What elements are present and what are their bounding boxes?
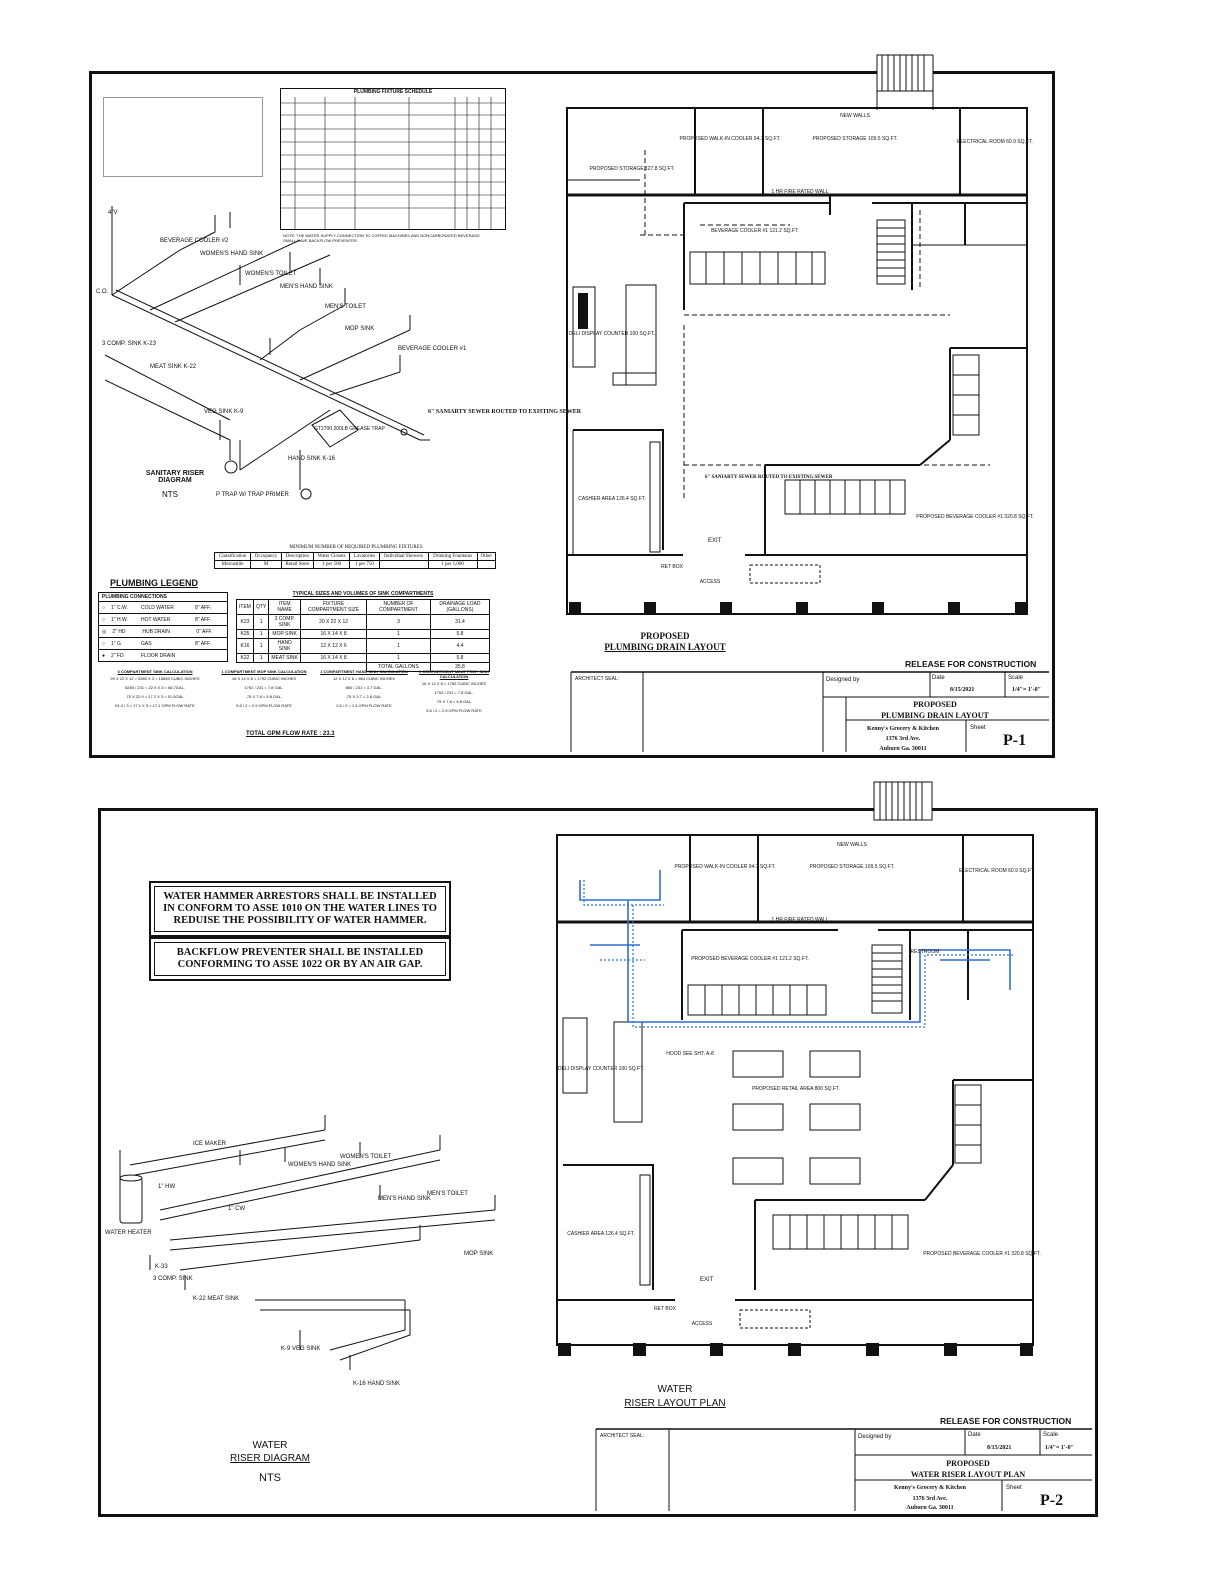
p2-date: 8/15/2021 bbox=[987, 1445, 1012, 1451]
legend-gas-aff: 8" AFF. bbox=[195, 640, 211, 647]
legend-cw-aff: 8" AFF. bbox=[195, 604, 211, 611]
p1-ret-box: RET BOX bbox=[661, 564, 683, 570]
wr-hw: 1" HW bbox=[158, 1184, 176, 1190]
st-r3c1: 1 bbox=[253, 654, 268, 663]
legend-hd-aff: 0" AFF. bbox=[196, 628, 213, 635]
st-r0c0: K23 bbox=[237, 615, 254, 630]
p2-tb-title2: WATER RISER LAYOUT PLAN bbox=[910, 1470, 1026, 1479]
wr-scale: NTS bbox=[259, 1472, 281, 1484]
p2-addr2: Auburn Ga. 30011 bbox=[906, 1505, 954, 1511]
p2-hood: HOOD SEE SHT. A-8 bbox=[666, 1051, 714, 1057]
st-r3c0: K22 bbox=[237, 654, 254, 663]
mf-h1: Occupancy bbox=[251, 553, 282, 561]
lbl-mens-hand-sink: MEN'S HAND SINK bbox=[280, 284, 333, 290]
mf-r6: 1 per 1,000 bbox=[428, 561, 477, 569]
legend-hw-aff: 8" AFF. bbox=[195, 616, 211, 623]
wr-cw: 1" CW bbox=[228, 1206, 246, 1212]
st-h0: ITEM bbox=[237, 600, 254, 615]
p1-deli: DELI DISPLAY COUNTER 100 SQ.FT. bbox=[569, 331, 655, 337]
legend-gas-sym-icon: ○ bbox=[102, 640, 106, 647]
calc-mop-l0: 16 X 14 X 8 = 1792 CUBIC INCHES bbox=[231, 676, 297, 681]
calc-hand-title: 1 COMPARTMENT HAND SINK CALCULATION bbox=[320, 669, 408, 674]
mf-r4: 1 per 750 bbox=[350, 561, 379, 569]
lbl-vtr: 4"V bbox=[108, 210, 118, 216]
p2-access: ACCESS bbox=[691, 1321, 713, 1327]
note-backflow-text: BACKFLOW PREVENTER SHALL BE INSTALLED CONFORMING TO ASSE 1022 OR BY AN AIR GAP. bbox=[154, 942, 446, 976]
p1-new-walls: NEW WALLS bbox=[840, 113, 870, 119]
st-r1c2: MOP SINK bbox=[269, 630, 301, 639]
p1-arch-seal: ARCHITECT SEAL: bbox=[575, 676, 620, 682]
p1-sheet-label: Sheet bbox=[970, 725, 986, 731]
st-r0c1: 1 bbox=[253, 615, 268, 630]
calc-mop-l2: .75 X 7.8 = 5.8 GAL. bbox=[245, 694, 283, 699]
legend-fd-code: 2" FD bbox=[111, 652, 124, 659]
lbl-hand-sink: HAND SINK K-16 bbox=[288, 456, 336, 462]
p2-restroom: RESTROOM bbox=[910, 949, 940, 955]
lbl-mop-sink: MOP SINK bbox=[345, 326, 375, 332]
st-r1c3: 16 X 14 X 8 bbox=[300, 630, 366, 639]
st-r3c2: MEAT SINK bbox=[269, 654, 301, 663]
lbl-grease-trap: GT2700 200LB GREASE TRAP bbox=[314, 426, 385, 432]
st-r2c5: 4.4 bbox=[430, 639, 489, 654]
p2-scale-label: Scale bbox=[1043, 1432, 1059, 1438]
p2-arch-seal: ARCHITECT SEAL: bbox=[600, 1433, 645, 1439]
calc-mop-l1: 1792 / 231 = 7.8 GAL. bbox=[244, 685, 284, 690]
p1-sewer-note: 6" SANIARTY SEWER ROUTED TO EXISTING SEWER bbox=[705, 475, 833, 480]
lbl-womens-toilet: WOMEN'S TOILET bbox=[245, 271, 297, 277]
mf-r0: Mercantile bbox=[215, 561, 251, 569]
p1-client: Kenny's Grocery & Kitchen bbox=[866, 726, 940, 732]
wr-k9: K-9 VEG SINK bbox=[281, 1346, 321, 1352]
p2-ret-box: RET BOX bbox=[654, 1306, 676, 1312]
p1-storage: PROPOSED STORAGE 109.5 SQ.FT. bbox=[812, 136, 898, 142]
p1-exit: EXIT bbox=[708, 538, 722, 544]
legend-hd-sym-icon: ◎ bbox=[102, 628, 107, 635]
p1-date-label: Date bbox=[932, 675, 945, 681]
legend-hd-code: 2" HD bbox=[112, 628, 126, 635]
legend-fd-desc: FLOOR DRAIN bbox=[141, 652, 176, 659]
legend-cw-sym-icon: ○ bbox=[102, 604, 106, 611]
wr-womens-toilet: WOMEN'S TOILET bbox=[340, 1154, 392, 1160]
st-r2c1: 1 bbox=[253, 639, 268, 654]
calc-meat-l0: 16 X 14 X 8 = 1792 CUBIC INCHES bbox=[421, 681, 487, 686]
wr-3comp: 3 COMP. SINK bbox=[153, 1276, 193, 1282]
lbl-bev-cooler-1: BEVERAGE COOLER #1 bbox=[398, 346, 467, 352]
legend-hw-code: 1" H.W. bbox=[111, 616, 128, 623]
p2-scale: 1/4"= 1'-0" bbox=[1045, 1445, 1074, 1451]
lbl-co: C.O. bbox=[96, 289, 109, 295]
st-r0c2: 3 COMP. SINK bbox=[269, 615, 301, 630]
p2-electrical: ELECTRICAL ROOM 60.9 SQ.FT. bbox=[959, 868, 1035, 874]
total-gpm: TOTAL GPM FLOW RATE : 23.3 bbox=[246, 731, 335, 737]
calc-3comp-title: 3 COMPARTMENT SINK CALCULATION bbox=[117, 669, 193, 674]
st-h1: QTY bbox=[253, 600, 268, 615]
st-h5: DRAINAGE LOAD (GALLONS) bbox=[430, 600, 489, 615]
st-r0c4: 3 bbox=[367, 615, 431, 630]
calc-3comp-l0: 20 X 22 X 12 = 5280 X 3 = 15840 CUBIC INCHES bbox=[110, 676, 200, 681]
p1-access: ACCESS bbox=[699, 579, 721, 585]
calc-meat-l1: 1792 / 231 = 7.8 GAL. bbox=[434, 690, 474, 695]
lbl-womens-hand-sink: WOMEN'S HAND SINK bbox=[200, 251, 264, 257]
p1-plan-title2: PLUMBING DRAIN LAYOUT bbox=[604, 642, 726, 652]
p2-designed-by: Designed by bbox=[858, 1434, 892, 1440]
mf-h5: Individual Showers bbox=[379, 553, 428, 561]
p2-addr1: 1376 3rd Ave. bbox=[912, 1496, 948, 1502]
lbl-bev-cooler-2: BEVERAGE COOLER #2 bbox=[160, 238, 229, 244]
calc-hand-l2: .75 X 3.7 = 2.8 GAL. bbox=[345, 694, 383, 699]
wr-title2: RISER DIAGRAM bbox=[229, 1453, 310, 1464]
st-total-label: TOTAL GALLONS bbox=[367, 663, 431, 672]
p1-fire-wall: 1 HR FIRE RATED WALL bbox=[771, 189, 829, 195]
wr-k22: K-22 MEAT SINK bbox=[193, 1296, 240, 1302]
calc-meat-l2: .75 X 7.8 = 5.8 GAL. bbox=[435, 699, 473, 704]
st-r2c0: K16 bbox=[237, 639, 254, 654]
st-h4: NUMBER OF COMPARTMENT bbox=[367, 600, 431, 615]
st-total-value: 35.8 bbox=[430, 663, 489, 672]
p2-bev1: PROPOSED BEVERAGE COOLER #1 121.2 SQ.FT. bbox=[691, 956, 809, 962]
calc-meat-l3: 5.8 / 2 = 2.9 GPM FLOW RATE bbox=[426, 708, 482, 713]
calc-meat-title: 1 COMPARTMENT MEAT PREP. SINK CALCULATION bbox=[418, 669, 489, 679]
p2-date-label: Date bbox=[968, 1432, 981, 1438]
st-r2c4: 1 bbox=[367, 639, 431, 654]
wr-womens-hand-sink: WOMEN'S HAND SINK bbox=[288, 1162, 352, 1168]
st-h2: ITEM NAME bbox=[269, 600, 301, 615]
legend-fd-sym-icon: ● bbox=[102, 652, 106, 659]
p2-sheet-label: Sheet bbox=[1006, 1485, 1022, 1491]
p1-cashier: CASHIER AREA 126.4 SQ.FT. bbox=[578, 496, 646, 502]
calc-hand-l1: 864 / 231 = 3.7 GAL. bbox=[345, 685, 383, 690]
mf-h6: Drinking Fountains bbox=[428, 553, 477, 561]
sink-table-title: TYPICAL SIZES AND VOLUMES OF SINK COMPARTMENTS bbox=[292, 591, 434, 597]
lbl-mens-toilet: MEN'S TOILET bbox=[325, 304, 366, 310]
st-r1c0: K25 bbox=[237, 630, 254, 639]
st-r3c5: 5.8 bbox=[430, 654, 489, 663]
min-fixtures-title: MINIMUM NUMBER OF REQUIRED PLUMBING FIXTURES bbox=[289, 545, 423, 550]
calc-3comp-l2: .75 X 22.9 = 17.2 X 3 = 51.5GAL. bbox=[125, 694, 185, 699]
p2-plan-title2: RISER LAYOUT PLAN bbox=[624, 1398, 726, 1409]
legend-hd-desc: HUB DRAIN bbox=[142, 628, 170, 635]
p1-walkin: PROPOSED WALK-IN COOLER 94.7 SQ.FT. bbox=[679, 136, 781, 142]
mf-r2: Retail Store bbox=[281, 561, 313, 569]
p1-date: 8/15/2021 bbox=[950, 687, 975, 693]
calc-mop-title: 1 COMPARTMENT MOP SINK CALCULATION bbox=[221, 669, 307, 674]
legend-subtitle: PLUMBING CONNECTIONS bbox=[99, 593, 227, 602]
wr-k16: K-16 HAND SINK bbox=[353, 1381, 401, 1387]
wr-k33: K-33 bbox=[155, 1264, 168, 1270]
legend-cw-desc: COLD WATER bbox=[141, 604, 174, 611]
p1-tb-title1: PROPOSED bbox=[913, 700, 957, 709]
legend-gas-desc: GAS bbox=[141, 640, 152, 647]
p1-tb-title2: PLUMBING DRAIN LAYOUT bbox=[881, 711, 989, 720]
p2-new-walls: NEW WALLS bbox=[837, 842, 867, 848]
fixture-note: NOTE: THE WATER SUPPLY CONNECTION TO COFFEE MACHINES AND NONCARBONATED BEVERAGE SMALL HAVE BACKFLOW PREVENTER. bbox=[283, 233, 480, 243]
p2-plan-title1: WATER bbox=[657, 1384, 693, 1395]
mf-h0: Classification bbox=[215, 553, 251, 561]
legend-title: PLUMBING LEGEND bbox=[110, 578, 199, 588]
p1-scale-label: Scale bbox=[1008, 675, 1024, 681]
legend-cw-code: 1" C.W. bbox=[111, 604, 128, 611]
lbl-meat-sink: MEAT SINK K-22 bbox=[150, 364, 197, 370]
legend-hw-sym-icon: ○ bbox=[102, 616, 106, 623]
p1-designed-by: Designed by bbox=[826, 677, 860, 683]
st-r1c4: 1 bbox=[367, 630, 431, 639]
p1-bev2: PROPOSED BEVERAGE COOLER #1 320.8 SQ.FT. bbox=[916, 514, 1034, 520]
sanitary-riser-scale: NTS bbox=[162, 490, 178, 499]
p2-tb-title1: PROPOSED bbox=[946, 1459, 990, 1468]
st-r2c3: 12 X 12 X 6 bbox=[300, 639, 366, 654]
st-r1c1: 1 bbox=[253, 630, 268, 639]
wr-mens-hand-sink: MEN'S HAND SINK bbox=[378, 1196, 431, 1202]
calc-hand-l3: 2.8 / 2 = 1.4 GPM FLOW RATE bbox=[336, 703, 392, 708]
lbl-veg-sink: VEG SINK K-9 bbox=[204, 409, 244, 415]
st-r3c4: 1 bbox=[367, 654, 431, 663]
mf-h7: Other bbox=[477, 553, 495, 561]
lbl-3comp-sink: 3 COMP. SINK K-23 bbox=[102, 341, 156, 347]
p2-sheet-num: P-2 bbox=[1040, 1492, 1064, 1509]
calc-3comp-l1: 5280 / 231 = 22.9 X 3 = 68.7GAL. bbox=[125, 685, 185, 690]
p1-storage2: PROPOSED STORAGE 127.8 SQ.FT. bbox=[589, 166, 675, 172]
p2-bev2: PROPOSED BEVERAGE COOLER #1 320.8 SQ.FT. bbox=[923, 1251, 1041, 1257]
p2-exit: EXIT bbox=[700, 1277, 714, 1283]
p2-deli: DELI DISPLAY COUNTER 100 SQ.FT. bbox=[558, 1066, 644, 1072]
note-water-hammer-text: WATER HAMMER ARRESTORS SHALL BE INSTALLED IN CONFORM TO ASSE 1010 ON THE WATER LINES TO REDUISE THE POSSIBILITY OF WATER HAMMER. bbox=[154, 886, 446, 932]
p1-plan-title1: PROPOSED bbox=[640, 631, 690, 641]
p2-fire-wall: 1 HR FIRE RATED WALL bbox=[771, 917, 829, 923]
p1-release: RELEASE FOR CONSTRUCTION bbox=[905, 659, 1037, 669]
calc-3comp-l3: 51.4 / 3 = 17.1 X 3 = 17.1 GPM FLOW RATE bbox=[115, 703, 195, 708]
p1-scale: 1/4"= 1'-0" bbox=[1012, 687, 1041, 693]
lbl-trap-primer: P TRAP W/ TRAP PRIMER bbox=[216, 492, 289, 498]
p1-sheet-num: P-1 bbox=[1003, 732, 1027, 749]
wr-ice-maker: ICE MAKER bbox=[193, 1141, 227, 1147]
p1-bev1: BEVERAGE COOLER #1 121.2 SQ.FT. bbox=[711, 228, 799, 234]
p2-cashier: CASHIER AREA 126.4 SQ.FT. bbox=[567, 1231, 635, 1237]
p2-walkin: PROPOSED WALK-IN COOLER 94.7 SQ.FT. bbox=[674, 864, 776, 870]
calc-hand-l0: 12 X 12 X 6 = 864 CUBIC INCHES bbox=[333, 676, 395, 681]
st-r0c5: 31.4 bbox=[430, 615, 489, 630]
legend-gas-code: 1" G bbox=[111, 640, 121, 647]
fixture-schedule-title: PLUMBING FIXTURE SCHEDULE bbox=[353, 89, 433, 95]
p1-addr2: Auburn Ga. 30011 bbox=[879, 746, 927, 752]
mf-h3: Water Closets bbox=[313, 553, 350, 561]
wr-mop-sink: MOP SINK bbox=[464, 1251, 494, 1257]
mf-r3: 1 per 500 bbox=[313, 561, 350, 569]
calc-mop-l3: 5.8 / 2 = 2.9 GPM FLOW RATE bbox=[236, 703, 292, 708]
mf-h4: Lavatories bbox=[350, 553, 379, 561]
st-r0c3: 20 X 22 X 12 bbox=[300, 615, 366, 630]
wr-water-heater: WATER HEATER bbox=[105, 1230, 152, 1236]
p2-storage: PROPOSED STORAGE 109.5 SQ.FT. bbox=[809, 864, 895, 870]
p2-retail: PROPOSED RETAIL AREA 800 SQ.FT. bbox=[752, 1086, 840, 1092]
st-r3c3: 16 X 14 X 8 bbox=[300, 654, 366, 663]
p1-electrical: ELECTRICAL ROOM 60.9 SQ.FT. bbox=[957, 139, 1033, 145]
p2-client: Kenny's Grocery & Kitchen bbox=[893, 1485, 967, 1491]
lbl-sewer-note: 6" SANIARTY SEWER ROUTED TO EXISTING SEWER bbox=[428, 409, 582, 415]
st-r2c2: HAND SINK bbox=[269, 639, 301, 654]
legend-hw-desc: HOT WATER bbox=[141, 616, 171, 623]
wr-title1: WATER bbox=[252, 1440, 288, 1451]
st-h3: FIXTURE COMPARTMENT SIZE bbox=[300, 600, 366, 615]
sanitary-riser-title: SANITARY RISER DIAGRAM bbox=[145, 470, 205, 484]
p2-release: RELEASE FOR CONSTRUCTION bbox=[940, 1416, 1072, 1426]
p1-addr1: 1376 3rd Ave. bbox=[885, 736, 921, 742]
wr-mens-toilet: MEN'S TOILET bbox=[427, 1191, 468, 1197]
mf-h2: Description bbox=[281, 553, 313, 561]
mf-r1: M bbox=[251, 561, 282, 569]
st-r1c5: 5.8 bbox=[430, 630, 489, 639]
